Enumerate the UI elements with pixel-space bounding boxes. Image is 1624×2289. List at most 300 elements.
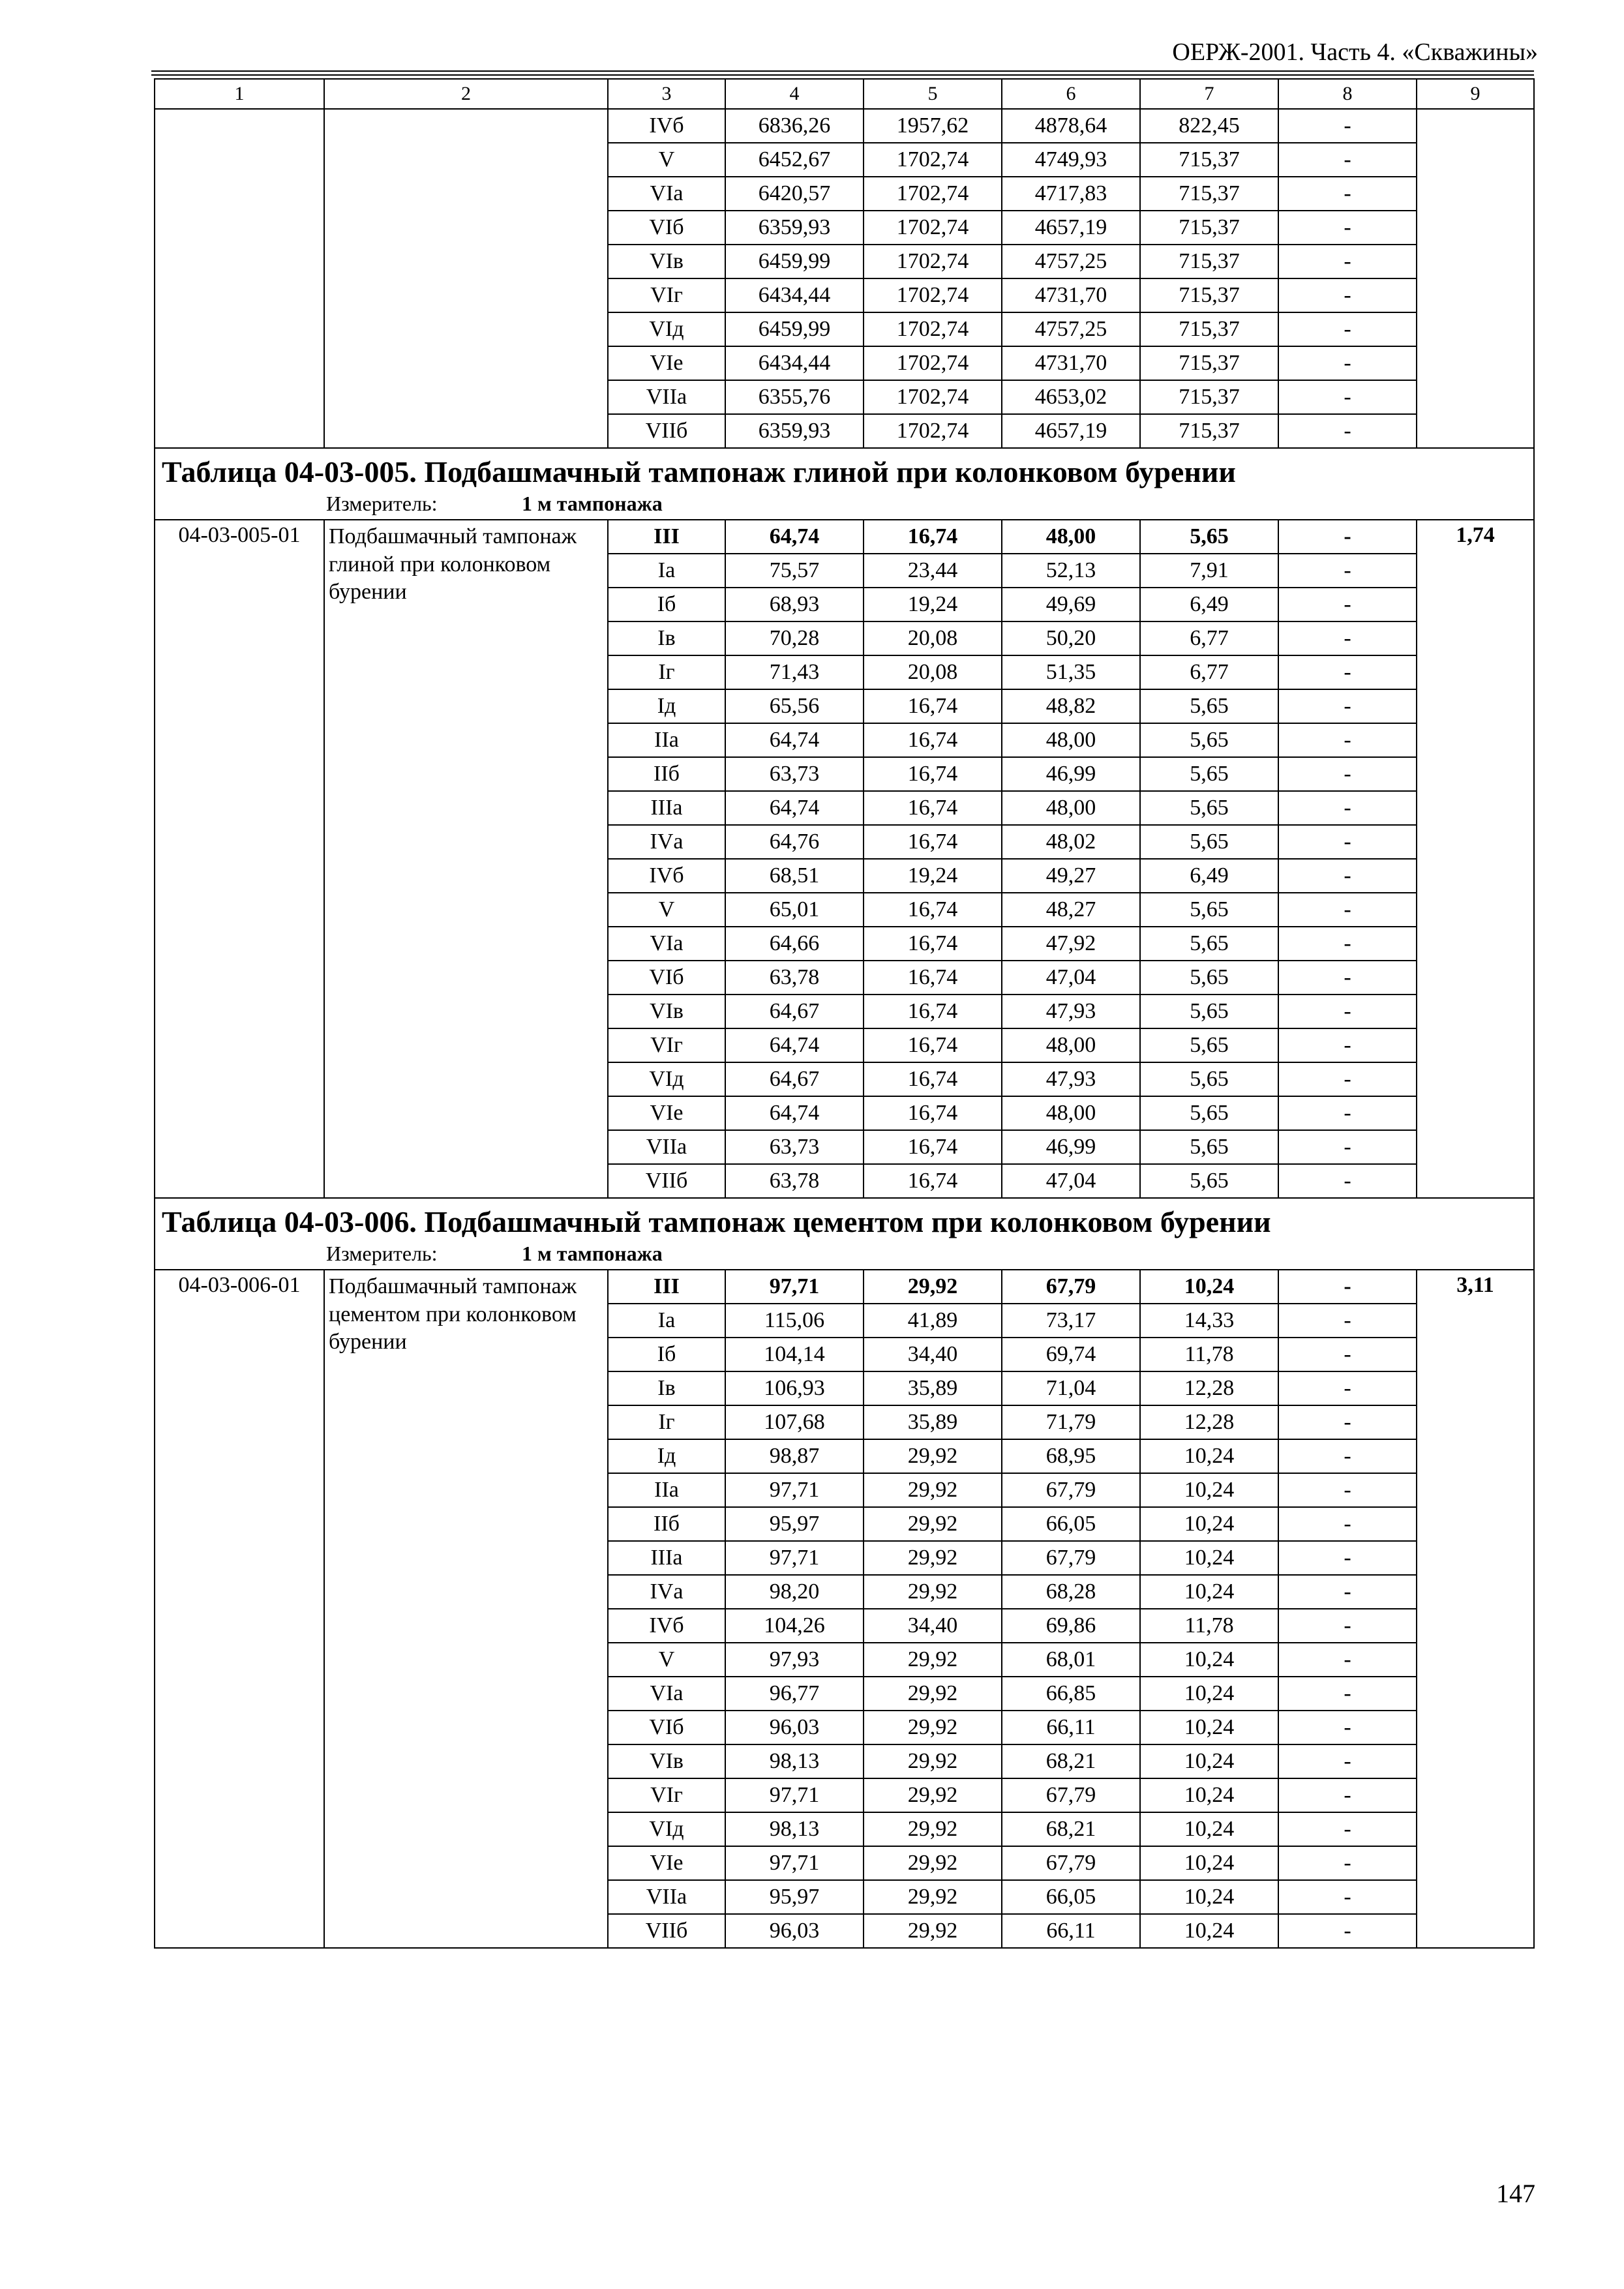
value-cell: 98,20 bbox=[725, 1575, 864, 1609]
value-cell: 5,65 bbox=[1140, 689, 1278, 723]
value-cell: 16,74 bbox=[864, 757, 1002, 791]
value-cell: 97,71 bbox=[725, 1541, 864, 1575]
value-cell: 48,00 bbox=[1002, 520, 1140, 554]
value-cell: 1702,74 bbox=[864, 380, 1002, 414]
value-cell: 19,24 bbox=[864, 588, 1002, 621]
value-cell: - bbox=[1278, 1812, 1417, 1846]
value-cell: 47,93 bbox=[1002, 1062, 1140, 1096]
value-cell: 48,00 bbox=[1002, 723, 1140, 757]
norm-code: 04-03-006-01 bbox=[155, 1270, 324, 1948]
value-cell: 16,74 bbox=[864, 927, 1002, 961]
value-cell: 822,45 bbox=[1140, 109, 1278, 143]
value-cell: 11,78 bbox=[1140, 1338, 1278, 1371]
value-cell: 16,74 bbox=[864, 1028, 1002, 1062]
value-cell: 5,65 bbox=[1140, 791, 1278, 825]
value-cell: 98,13 bbox=[725, 1744, 864, 1778]
value-cell: 67,79 bbox=[1002, 1473, 1140, 1507]
value-cell: IVа bbox=[608, 1575, 725, 1609]
value-cell: 50,20 bbox=[1002, 621, 1140, 655]
value-cell: 715,37 bbox=[1140, 380, 1278, 414]
value-cell: - bbox=[1278, 689, 1417, 723]
value-cell: 4757,25 bbox=[1002, 312, 1140, 346]
value-cell: 48,00 bbox=[1002, 1096, 1140, 1130]
value-cell: 95,97 bbox=[725, 1507, 864, 1541]
value-cell: 6459,99 bbox=[725, 312, 864, 346]
table-row bbox=[155, 1270, 1534, 1304]
value-cell: 47,93 bbox=[1002, 995, 1140, 1028]
value-cell: 19,24 bbox=[864, 859, 1002, 893]
value-cell: 16,74 bbox=[864, 1164, 1002, 1198]
value-cell: - bbox=[1278, 1880, 1417, 1914]
value-cell: 6434,44 bbox=[725, 346, 864, 380]
value-cell: 115,06 bbox=[725, 1304, 864, 1338]
value-cell: - bbox=[1278, 1338, 1417, 1371]
value-cell: 10,24 bbox=[1140, 1541, 1278, 1575]
value-cell: 49,27 bbox=[1002, 859, 1140, 893]
value-cell: 48,02 bbox=[1002, 825, 1140, 859]
value-cell: - bbox=[1278, 1304, 1417, 1338]
measure-label: Измеритель: bbox=[326, 1241, 438, 1265]
value-cell: 48,00 bbox=[1002, 791, 1140, 825]
value-cell: - bbox=[1278, 1405, 1417, 1439]
value-cell: 66,05 bbox=[1002, 1507, 1140, 1541]
value-cell: - bbox=[1278, 380, 1417, 414]
measure-label: Измеритель: bbox=[326, 491, 438, 515]
value-cell: IIа bbox=[608, 723, 725, 757]
value-cell: 10,24 bbox=[1140, 1744, 1278, 1778]
value-cell: IIб bbox=[608, 1507, 725, 1541]
value-cell: 106,93 bbox=[725, 1371, 864, 1405]
value-cell: 48,27 bbox=[1002, 893, 1140, 927]
value-cell: 5,65 bbox=[1140, 1096, 1278, 1130]
value-cell: - bbox=[1278, 1914, 1417, 1948]
value-cell: - bbox=[1278, 1744, 1417, 1778]
value-cell: V bbox=[608, 893, 725, 927]
value-cell: VIв bbox=[608, 245, 725, 278]
value-cell: 67,79 bbox=[1002, 1270, 1140, 1304]
value-cell: 16,74 bbox=[864, 1130, 1002, 1164]
value-cell: Iд bbox=[608, 689, 725, 723]
value-cell: 5,65 bbox=[1140, 825, 1278, 859]
value-cell: 70,28 bbox=[725, 621, 864, 655]
value-cell: 65,56 bbox=[725, 689, 864, 723]
value-cell: 63,73 bbox=[725, 1130, 864, 1164]
value-cell: - bbox=[1278, 1270, 1417, 1304]
value-cell: 35,89 bbox=[864, 1371, 1002, 1405]
value-cell: 65,01 bbox=[725, 893, 864, 927]
value-cell: 29,92 bbox=[864, 1812, 1002, 1846]
value-cell: 47,04 bbox=[1002, 1164, 1140, 1198]
value-cell: 64,74 bbox=[725, 1096, 864, 1130]
value-cell: 47,04 bbox=[1002, 961, 1140, 995]
value-cell: - bbox=[1278, 1371, 1417, 1405]
measure-unit: 1 м тампонажа bbox=[522, 491, 663, 515]
column-number: 9 bbox=[1417, 79, 1534, 109]
value-cell: 4731,70 bbox=[1002, 346, 1140, 380]
value-cell: 67,79 bbox=[1002, 1541, 1140, 1575]
value-cell: 29,92 bbox=[864, 1778, 1002, 1812]
value-cell: IIб bbox=[608, 757, 725, 791]
value-cell: VIб bbox=[608, 211, 725, 245]
header-rule-secondary bbox=[151, 74, 1534, 76]
page-number: 147 bbox=[1496, 2179, 1535, 2208]
value-cell: 6359,93 bbox=[725, 414, 864, 448]
value-cell: - bbox=[1278, 520, 1417, 554]
value-cell: 1702,74 bbox=[864, 414, 1002, 448]
value-cell: 6459,99 bbox=[725, 245, 864, 278]
value-cell: 10,24 bbox=[1140, 1812, 1278, 1846]
value-cell: 4657,19 bbox=[1002, 211, 1140, 245]
measure-unit: 1 м тампонажа bbox=[522, 1241, 663, 1265]
table-title-row bbox=[155, 1198, 1534, 1240]
table-row bbox=[155, 109, 1534, 143]
value-cell: Iа bbox=[608, 1304, 725, 1338]
value-cell: 29,92 bbox=[864, 1880, 1002, 1914]
value-cell: 6452,67 bbox=[725, 143, 864, 177]
value-cell: 68,95 bbox=[1002, 1439, 1140, 1473]
value-cell: - bbox=[1278, 995, 1417, 1028]
value-cell: 5,65 bbox=[1140, 1028, 1278, 1062]
value-cell: - bbox=[1278, 1711, 1417, 1744]
value-cell: 97,71 bbox=[725, 1778, 864, 1812]
column-number: 2 bbox=[324, 79, 608, 109]
value-cell: 1702,74 bbox=[864, 143, 1002, 177]
measure-cell bbox=[155, 490, 1534, 520]
value-cell: 29,92 bbox=[864, 1677, 1002, 1711]
value-cell: 1702,74 bbox=[864, 177, 1002, 211]
value-cell: 5,65 bbox=[1140, 723, 1278, 757]
value-cell: 1702,74 bbox=[864, 245, 1002, 278]
value-cell: VIг bbox=[608, 1028, 725, 1062]
value-cell: 66,05 bbox=[1002, 1880, 1140, 1914]
value-cell: - bbox=[1278, 554, 1417, 588]
value-cell: 97,71 bbox=[725, 1846, 864, 1880]
value-cell: VIа bbox=[608, 177, 725, 211]
value-cell: 29,92 bbox=[864, 1744, 1002, 1778]
value-cell: 16,74 bbox=[864, 825, 1002, 859]
value-cell: - bbox=[1278, 1609, 1417, 1643]
value-cell: 29,92 bbox=[864, 1439, 1002, 1473]
value-cell: 68,28 bbox=[1002, 1575, 1140, 1609]
norms-table bbox=[154, 78, 1535, 1949]
value-cell: VIг bbox=[608, 278, 725, 312]
value-cell: Iб bbox=[608, 588, 725, 621]
value-cell: 29,92 bbox=[864, 1473, 1002, 1507]
value-cell: 64,67 bbox=[725, 1062, 864, 1096]
value-cell: IIа bbox=[608, 1473, 725, 1507]
value-cell: 5,65 bbox=[1140, 1062, 1278, 1096]
value-cell: 6836,26 bbox=[725, 109, 864, 143]
value-cell: 68,21 bbox=[1002, 1744, 1140, 1778]
value-cell: VIа bbox=[608, 1677, 725, 1711]
value-cell: 29,92 bbox=[864, 1914, 1002, 1948]
value-cell: IIIа bbox=[608, 791, 725, 825]
value-cell: 34,40 bbox=[864, 1338, 1002, 1371]
value-cell: 7,91 bbox=[1140, 554, 1278, 588]
value-cell: VIг bbox=[608, 1778, 725, 1812]
value-cell: IVб bbox=[608, 859, 725, 893]
value-cell: - bbox=[1278, 109, 1417, 143]
value-cell: 10,24 bbox=[1140, 1711, 1278, 1744]
value-cell: 97,71 bbox=[725, 1270, 864, 1304]
value-cell: 47,92 bbox=[1002, 927, 1140, 961]
value-cell: - bbox=[1278, 1677, 1417, 1711]
value-cell: 5,65 bbox=[1140, 995, 1278, 1028]
value-cell: 16,74 bbox=[864, 520, 1002, 554]
value-cell: 51,35 bbox=[1002, 655, 1140, 689]
table-title: Таблица 04-03-006. Подбашмачный тампонаж цементом при колонковом бурении bbox=[155, 1198, 1534, 1240]
value-cell: 46,99 bbox=[1002, 757, 1140, 791]
value-cell: - bbox=[1278, 1062, 1417, 1096]
value-cell: 68,21 bbox=[1002, 1812, 1140, 1846]
value-cell: 715,37 bbox=[1140, 278, 1278, 312]
column-number: 6 bbox=[1002, 79, 1140, 109]
value-cell: 16,74 bbox=[864, 689, 1002, 723]
column-number-row bbox=[155, 79, 1534, 109]
value-cell: IIIа bbox=[608, 1541, 725, 1575]
value-cell: 1702,74 bbox=[864, 211, 1002, 245]
value-cell: 715,37 bbox=[1140, 177, 1278, 211]
value-cell: 715,37 bbox=[1140, 312, 1278, 346]
value-cell: VIв bbox=[608, 1744, 725, 1778]
value-cell: 10,24 bbox=[1140, 1677, 1278, 1711]
value-cell: 5,65 bbox=[1140, 893, 1278, 927]
value-cell: VIа bbox=[608, 927, 725, 961]
value-cell: 64,66 bbox=[725, 927, 864, 961]
value-cell: 29,92 bbox=[864, 1846, 1002, 1880]
value-cell: 68,93 bbox=[725, 588, 864, 621]
value-cell: 49,69 bbox=[1002, 588, 1140, 621]
value-cell: 4757,25 bbox=[1002, 245, 1140, 278]
value-cell: Iг bbox=[608, 1405, 725, 1439]
value-cell: 6420,57 bbox=[725, 177, 864, 211]
value-cell: - bbox=[1278, 791, 1417, 825]
value-cell: 96,77 bbox=[725, 1677, 864, 1711]
column-number: 1 bbox=[155, 79, 324, 109]
value-cell: 46,99 bbox=[1002, 1130, 1140, 1164]
value-cell: 1702,74 bbox=[864, 346, 1002, 380]
value-cell: 4731,70 bbox=[1002, 278, 1140, 312]
value-cell: 63,78 bbox=[725, 961, 864, 995]
value-cell: 96,03 bbox=[725, 1711, 864, 1744]
value-cell: 5,65 bbox=[1140, 1164, 1278, 1198]
value-cell: - bbox=[1278, 1575, 1417, 1609]
value-cell: 29,92 bbox=[864, 1575, 1002, 1609]
value-cell: 4653,02 bbox=[1002, 380, 1140, 414]
value-cell: - bbox=[1278, 312, 1417, 346]
value-cell: 16,74 bbox=[864, 723, 1002, 757]
value-cell: 10,24 bbox=[1140, 1439, 1278, 1473]
value-cell: 104,14 bbox=[725, 1338, 864, 1371]
value-cell: 715,37 bbox=[1140, 346, 1278, 380]
extra-cell-empty bbox=[1417, 109, 1534, 448]
norms-table-body bbox=[155, 79, 1534, 1948]
value-cell: 69,74 bbox=[1002, 1338, 1140, 1371]
value-cell: - bbox=[1278, 859, 1417, 893]
value-cell: - bbox=[1278, 346, 1417, 380]
table-title-row bbox=[155, 448, 1534, 490]
value-cell: - bbox=[1278, 927, 1417, 961]
norm-code: 04-03-005-01 bbox=[155, 520, 324, 1198]
value-cell: 29,92 bbox=[864, 1270, 1002, 1304]
value-cell: 5,65 bbox=[1140, 520, 1278, 554]
value-cell: 64,67 bbox=[725, 995, 864, 1028]
value-cell: 5,65 bbox=[1140, 961, 1278, 995]
value-cell: 11,78 bbox=[1140, 1609, 1278, 1643]
value-cell: 4749,93 bbox=[1002, 143, 1140, 177]
code-cell-empty bbox=[155, 109, 324, 448]
value-cell: - bbox=[1278, 278, 1417, 312]
value-cell: 5,65 bbox=[1140, 1130, 1278, 1164]
value-cell: Iд bbox=[608, 1439, 725, 1473]
value-cell: 75,57 bbox=[725, 554, 864, 588]
value-cell: 64,74 bbox=[725, 1028, 864, 1062]
value-cell: 1957,62 bbox=[864, 109, 1002, 143]
value-cell: 4878,64 bbox=[1002, 109, 1140, 143]
material-value: 3,11 bbox=[1417, 1270, 1534, 1948]
value-cell: III bbox=[608, 520, 725, 554]
value-cell: 10,24 bbox=[1140, 1507, 1278, 1541]
value-cell: Iв bbox=[608, 1371, 725, 1405]
value-cell: 23,44 bbox=[864, 554, 1002, 588]
value-cell: 4717,83 bbox=[1002, 177, 1140, 211]
value-cell: 63,73 bbox=[725, 757, 864, 791]
value-cell: 715,37 bbox=[1140, 211, 1278, 245]
value-cell: 34,40 bbox=[864, 1609, 1002, 1643]
value-cell: Iг bbox=[608, 655, 725, 689]
value-cell: 73,17 bbox=[1002, 1304, 1140, 1338]
value-cell: 35,89 bbox=[864, 1405, 1002, 1439]
header-rule bbox=[151, 70, 1534, 72]
value-cell: - bbox=[1278, 1028, 1417, 1062]
value-cell: 16,74 bbox=[864, 791, 1002, 825]
value-cell: 97,71 bbox=[725, 1473, 864, 1507]
value-cell: 6355,76 bbox=[725, 380, 864, 414]
value-cell: 29,92 bbox=[864, 1507, 1002, 1541]
value-cell: 1702,74 bbox=[864, 278, 1002, 312]
value-cell: - bbox=[1278, 143, 1417, 177]
value-cell: 98,13 bbox=[725, 1812, 864, 1846]
value-cell: 67,79 bbox=[1002, 1778, 1140, 1812]
value-cell: 10,24 bbox=[1140, 1778, 1278, 1812]
value-cell: - bbox=[1278, 588, 1417, 621]
value-cell: VIIб bbox=[608, 1164, 725, 1198]
value-cell: 10,24 bbox=[1140, 1880, 1278, 1914]
value-cell: 29,92 bbox=[864, 1541, 1002, 1575]
value-cell: VIе bbox=[608, 346, 725, 380]
value-cell: 71,79 bbox=[1002, 1405, 1140, 1439]
value-cell: 6359,93 bbox=[725, 211, 864, 245]
value-cell: 107,68 bbox=[725, 1405, 864, 1439]
description-cell-empty bbox=[324, 109, 608, 448]
value-cell: 29,92 bbox=[864, 1711, 1002, 1744]
material-value: 1,74 bbox=[1417, 520, 1534, 1198]
value-cell: 41,89 bbox=[864, 1304, 1002, 1338]
value-cell: 29,92 bbox=[864, 1643, 1002, 1677]
value-cell: - bbox=[1278, 1130, 1417, 1164]
value-cell: 5,65 bbox=[1140, 927, 1278, 961]
value-cell: 52,13 bbox=[1002, 554, 1140, 588]
column-number: 8 bbox=[1278, 79, 1417, 109]
value-cell: 68,01 bbox=[1002, 1643, 1140, 1677]
value-cell: 10,24 bbox=[1140, 1643, 1278, 1677]
value-cell: - bbox=[1278, 1643, 1417, 1677]
value-cell: VIIб bbox=[608, 414, 725, 448]
value-cell: - bbox=[1278, 245, 1417, 278]
value-cell: 68,51 bbox=[725, 859, 864, 893]
value-cell: 48,82 bbox=[1002, 689, 1140, 723]
running-header: ОЕРЖ-2001. Часть 4. «Скважины» bbox=[1172, 38, 1538, 66]
value-cell: VIб bbox=[608, 1711, 725, 1744]
value-cell: 715,37 bbox=[1140, 414, 1278, 448]
value-cell: VIIа bbox=[608, 1880, 725, 1914]
value-cell: - bbox=[1278, 621, 1417, 655]
value-cell: - bbox=[1278, 893, 1417, 927]
measure-row bbox=[155, 1240, 1534, 1270]
table-row bbox=[155, 520, 1534, 554]
value-cell: - bbox=[1278, 414, 1417, 448]
value-cell: - bbox=[1278, 211, 1417, 245]
value-cell: 96,03 bbox=[725, 1914, 864, 1948]
value-cell: 10,24 bbox=[1140, 1846, 1278, 1880]
value-cell: 64,74 bbox=[725, 723, 864, 757]
value-cell: 10,24 bbox=[1140, 1270, 1278, 1304]
value-cell: - bbox=[1278, 961, 1417, 995]
value-cell: 6,77 bbox=[1140, 621, 1278, 655]
value-cell: 16,74 bbox=[864, 1062, 1002, 1096]
value-cell: 104,26 bbox=[725, 1609, 864, 1643]
value-cell: 10,24 bbox=[1140, 1575, 1278, 1609]
value-cell: VIе bbox=[608, 1846, 725, 1880]
value-cell: IVб bbox=[608, 1609, 725, 1643]
value-cell: 10,24 bbox=[1140, 1473, 1278, 1507]
value-cell: 6,77 bbox=[1140, 655, 1278, 689]
column-number: 3 bbox=[608, 79, 725, 109]
value-cell: 16,74 bbox=[864, 893, 1002, 927]
value-cell: 6,49 bbox=[1140, 859, 1278, 893]
value-cell: 71,43 bbox=[725, 655, 864, 689]
value-cell: 67,79 bbox=[1002, 1846, 1140, 1880]
value-cell: 715,37 bbox=[1140, 245, 1278, 278]
value-cell: - bbox=[1278, 1507, 1417, 1541]
column-number: 4 bbox=[725, 79, 864, 109]
value-cell: 5,65 bbox=[1140, 757, 1278, 791]
value-cell: - bbox=[1278, 1778, 1417, 1812]
value-cell: VIе bbox=[608, 1096, 725, 1130]
value-cell: VIд bbox=[608, 1062, 725, 1096]
value-cell: 97,93 bbox=[725, 1643, 864, 1677]
value-cell: 16,74 bbox=[864, 995, 1002, 1028]
value-cell: - bbox=[1278, 1096, 1417, 1130]
value-cell: 98,87 bbox=[725, 1439, 864, 1473]
value-cell: 66,11 bbox=[1002, 1914, 1140, 1948]
value-cell: 4657,19 bbox=[1002, 414, 1140, 448]
value-cell: - bbox=[1278, 1473, 1417, 1507]
value-cell: 20,08 bbox=[864, 655, 1002, 689]
value-cell: VIд bbox=[608, 312, 725, 346]
column-number: 7 bbox=[1140, 79, 1278, 109]
value-cell: - bbox=[1278, 757, 1417, 791]
value-cell: V bbox=[608, 1643, 725, 1677]
value-cell: - bbox=[1278, 1164, 1417, 1198]
value-cell: 12,28 bbox=[1140, 1371, 1278, 1405]
value-cell: 14,33 bbox=[1140, 1304, 1278, 1338]
value-cell: Iв bbox=[608, 621, 725, 655]
value-cell: VIIа bbox=[608, 380, 725, 414]
value-cell: - bbox=[1278, 1846, 1417, 1880]
value-cell: VIд bbox=[608, 1812, 725, 1846]
value-cell: 6434,44 bbox=[725, 278, 864, 312]
